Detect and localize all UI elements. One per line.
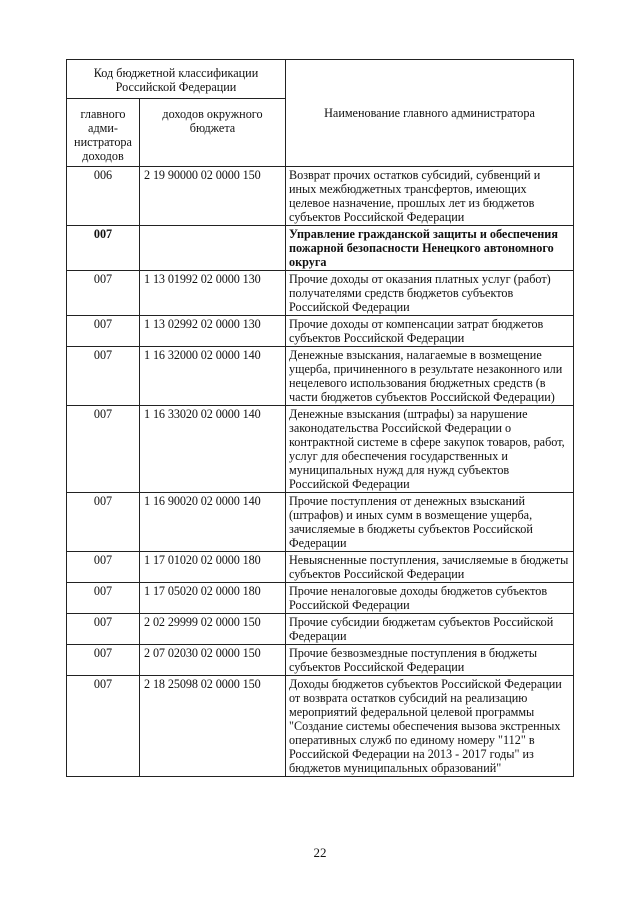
table-row bbox=[67, 167, 574, 226]
table-row bbox=[67, 271, 574, 316]
income-code-cell: 2 07 02030 02 0000 150 bbox=[140, 645, 286, 676]
table-row bbox=[67, 316, 574, 347]
admin-code-cell: 007 bbox=[67, 406, 140, 493]
income-code-cell bbox=[140, 226, 286, 271]
page-number: 22 bbox=[313, 845, 327, 860]
admin-code-cell: 007 bbox=[67, 583, 140, 614]
table-row bbox=[67, 493, 574, 552]
table-row bbox=[67, 676, 574, 777]
administrator-name-cell: Прочие доходы от оказания платных услуг (работ) получателями средств бюджетов субъектов Российской Федерации bbox=[286, 271, 574, 316]
header-name-column: Наименование главного администратора bbox=[286, 60, 574, 167]
admin-code-cell: 007 bbox=[67, 645, 140, 676]
table-header-row bbox=[67, 60, 574, 99]
header-group-label: Код бюджетной классификации Российской Федерации bbox=[67, 60, 286, 99]
administrator-name-cell: Невыясненные поступления, зачисляемые в бюджеты субъектов Российской Федерации bbox=[286, 552, 574, 583]
income-code-cell: 1 13 02992 02 0000 130 bbox=[140, 316, 286, 347]
admin-code-cell: 007 bbox=[67, 347, 140, 406]
administrator-name-cell: Прочие поступления от денежных взысканий (штрафов) и иных сумм в возмещение ущерба, зачисляемые в бюджеты субъектов Российской Федерации bbox=[286, 493, 574, 552]
budget-classification-table bbox=[66, 59, 574, 777]
admin-code-cell: 007 bbox=[67, 316, 140, 347]
income-code-cell: 2 02 29999 02 0000 150 bbox=[140, 614, 286, 645]
administrator-name-cell: Прочие доходы от компенсации затрат бюджетов субъектов Российской Федерации bbox=[286, 316, 574, 347]
administrator-name-cell: Прочие субсидии бюджетам субъектов Российской Федерации bbox=[286, 614, 574, 645]
table-row bbox=[67, 552, 574, 583]
table-row bbox=[67, 645, 574, 676]
income-code-cell: 1 16 90020 02 0000 140 bbox=[140, 493, 286, 552]
admin-code-cell: 006 bbox=[67, 167, 140, 226]
admin-code-cell: 007 bbox=[67, 614, 140, 645]
administrator-name-cell: Доходы бюджетов субъектов Российской Федерации от возврата остатков субсидий на реализацию мероприятий федеральной целевой программы "Создание системы обеспечения вызова экстренных оперативных служб по единому номеру "112" в Российской Федерации на 2013 - 2017 годы" из бюджетов муниципальных образований" bbox=[286, 676, 574, 777]
income-code-cell: 1 16 32000 02 0000 140 bbox=[140, 347, 286, 406]
admin-code-cell: 007 bbox=[67, 676, 140, 777]
admin-code-cell: 007 bbox=[67, 271, 140, 316]
admin-code-cell: 007 bbox=[67, 226, 140, 271]
administrator-name-cell: Прочие неналоговые доходы бюджетов субъектов Российской Федерации bbox=[286, 583, 574, 614]
table-body bbox=[67, 167, 574, 777]
admin-code-cell: 007 bbox=[67, 552, 140, 583]
administrator-name-cell: Управление гражданской защиты и обеспечения пожарной безопасности Ненецкого автономного округа bbox=[286, 226, 574, 271]
income-code-cell: 1 17 05020 02 0000 180 bbox=[140, 583, 286, 614]
header-income-column: доходов окружного бюджета bbox=[140, 99, 286, 167]
administrator-name-cell: Денежные взыскания, налагаемые в возмещение ущерба, причиненного в результате незаконного или нецелевого использования бюджетных средств (в части бюджетов субъектов Российской Федерации) bbox=[286, 347, 574, 406]
header-admin-column: главного адми-нистратора доходов bbox=[67, 99, 140, 167]
income-code-cell: 1 16 33020 02 0000 140 bbox=[140, 406, 286, 493]
table-row bbox=[67, 347, 574, 406]
table-row bbox=[67, 226, 574, 271]
income-code-cell: 2 19 90000 02 0000 150 bbox=[140, 167, 286, 226]
income-code-cell: 1 17 01020 02 0000 180 bbox=[140, 552, 286, 583]
administrator-name-cell: Денежные взыскания (штрафы) за нарушение законодательства Российской Федерации о контрактной системе в сфере закупок товаров, работ, услуг для обеспечения государственных и муниципальных нужд для нужд субъектов Российской Федерации bbox=[286, 406, 574, 493]
income-code-cell: 1 13 01992 02 0000 130 bbox=[140, 271, 286, 316]
administrator-name-cell: Возврат прочих остатков субсидий, субвенций и иных межбюджетных трансфертов, имеющих целевое назначение, прошлых лет из бюджетов субъектов Российской Федерации bbox=[286, 167, 574, 226]
table-row bbox=[67, 406, 574, 493]
admin-code-cell: 007 bbox=[67, 493, 140, 552]
table-row bbox=[67, 614, 574, 645]
administrator-name-cell: Прочие безвозмездные поступления в бюджеты субъектов Российской Федерации bbox=[286, 645, 574, 676]
income-code-cell: 2 18 25098 02 0000 150 bbox=[140, 676, 286, 777]
table-row bbox=[67, 583, 574, 614]
